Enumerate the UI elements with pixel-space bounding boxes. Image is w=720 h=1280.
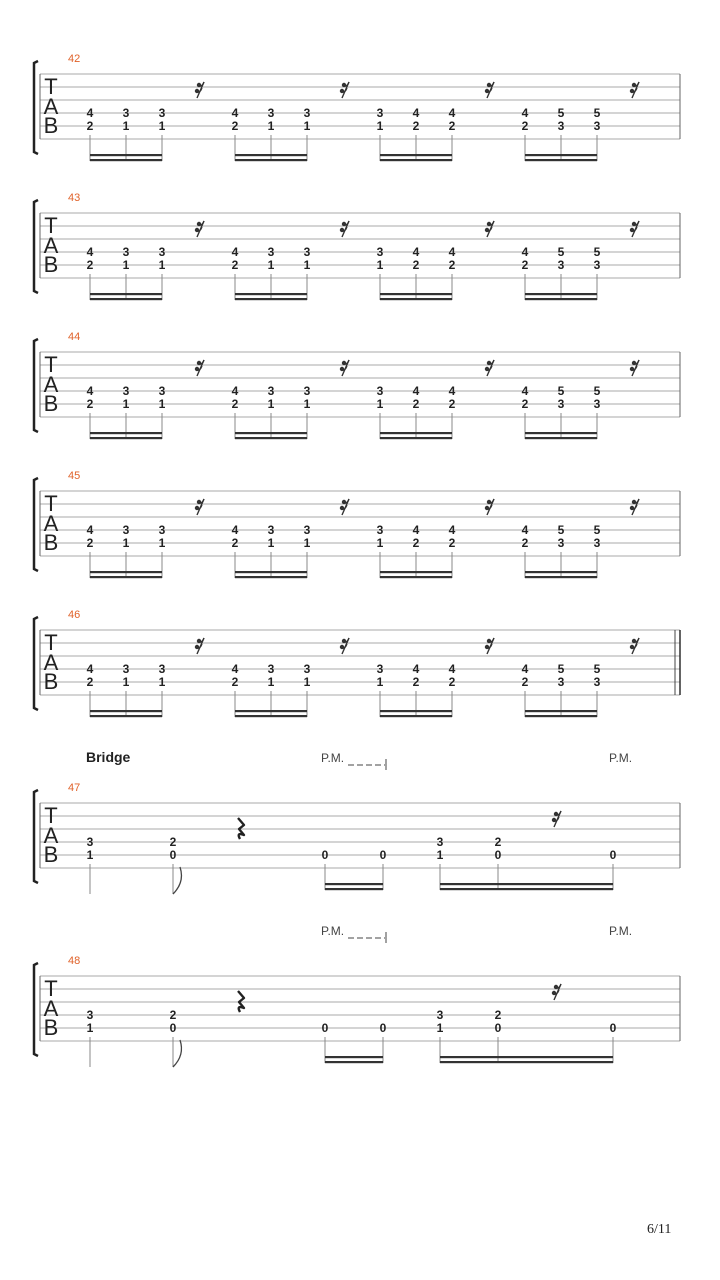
system-48-fret-bottom: 0 xyxy=(321,1021,329,1035)
system-44-fret-bottom: 2 xyxy=(521,397,529,411)
system-45-fret-bottom: 1 xyxy=(158,536,166,550)
system-45-beam-2 xyxy=(235,576,307,578)
system-47-fret-bottom: 1 xyxy=(86,848,94,862)
system-48-bracket xyxy=(34,963,38,1056)
system-43-beam-1 xyxy=(90,293,162,295)
system-46-beam-1 xyxy=(235,710,307,712)
system-47-beam-1 xyxy=(325,883,383,885)
system-44-measure-number: 44 xyxy=(68,331,81,343)
system-46-measure-number: 46 xyxy=(68,609,81,621)
system-45-fret-top: 4 xyxy=(86,523,94,537)
system-46-fret-bottom: 1 xyxy=(122,675,130,689)
system-48-tab-letter-t: T xyxy=(44,976,58,1001)
system-44-beam-2 xyxy=(380,437,452,439)
system-44-fret-bottom: 1 xyxy=(158,397,166,411)
system-48-fret-top: 2 xyxy=(169,1008,177,1022)
system-42-beam-2 xyxy=(525,159,597,161)
system-42-fret-top: 3 xyxy=(267,106,275,120)
system-46-beam-2 xyxy=(525,715,597,717)
system-42-fret-bottom: 1 xyxy=(267,119,275,133)
system-45-fret-bottom: 2 xyxy=(448,536,456,550)
system-47-tab-letter-a: A xyxy=(43,823,59,848)
system-46-fret-top: 5 xyxy=(593,662,601,676)
system-42-fret-top: 4 xyxy=(231,106,239,120)
system-46-beam-2 xyxy=(235,715,307,717)
system-43-fret-top: 5 xyxy=(557,245,565,259)
system-48-fret-bottom: 0 xyxy=(169,1021,177,1035)
system-45-fret-top: 4 xyxy=(231,523,239,537)
system-44-fret-bottom: 2 xyxy=(448,397,456,411)
system-46-bracket xyxy=(34,617,38,710)
system-47-fret-top: 2 xyxy=(169,835,177,849)
system-44-bracket xyxy=(34,339,38,432)
system-42-tab-letter-a: A xyxy=(43,94,59,119)
system-45-beam-1 xyxy=(525,571,597,573)
system-42-fret-bottom: 2 xyxy=(412,119,420,133)
system-44-beam-1 xyxy=(380,432,452,434)
system-42-fret-bottom: 1 xyxy=(376,119,384,133)
system-48-eighth-flag xyxy=(173,1040,181,1067)
system-48-fret-bottom: 0 xyxy=(494,1021,502,1035)
system-42-beam-2 xyxy=(235,159,307,161)
system-47-fret-top: 3 xyxy=(436,835,444,849)
system-48-beam-2 xyxy=(440,1061,613,1063)
system-47-tab-letter-t: T xyxy=(44,803,58,828)
system-44-fret-bottom: 2 xyxy=(412,397,420,411)
system-43-tab-letter-a: A xyxy=(43,233,59,258)
system-44-fret-top: 5 xyxy=(557,384,565,398)
system-42-beam-1 xyxy=(525,154,597,156)
system-45-fret-bottom: 1 xyxy=(376,536,384,550)
system-46-beam-1 xyxy=(90,710,162,712)
system-44-fret-bottom: 1 xyxy=(303,397,311,411)
system-44-fret-top: 5 xyxy=(593,384,601,398)
system-46-fret-top: 4 xyxy=(521,662,529,676)
system-45-tab-letter-b: B xyxy=(43,530,59,555)
system-44-fret-bottom: 3 xyxy=(593,397,601,411)
system-44-tab-letter-t: T xyxy=(44,352,58,377)
system-46-fret-top: 4 xyxy=(231,662,239,676)
system-42-fret-bottom: 2 xyxy=(86,119,94,133)
system-46-fret-top: 4 xyxy=(86,662,94,676)
system-42-fret-bottom: 1 xyxy=(122,119,130,133)
system-43-tab-letter-t: T xyxy=(44,213,58,238)
system-45-fret-top: 4 xyxy=(521,523,529,537)
system-48-tab-letter-b: B xyxy=(43,1015,59,1040)
system-43-beam-2 xyxy=(525,298,597,300)
system-48-beam-2 xyxy=(325,1061,383,1063)
system-43-beam-1 xyxy=(235,293,307,295)
system-43-fret-top: 4 xyxy=(86,245,94,259)
system-45-fret-bottom: 1 xyxy=(267,536,275,550)
system-44-fret-top: 3 xyxy=(158,384,166,398)
system-42-fret-top: 5 xyxy=(593,106,601,120)
system-43-fret-bottom: 1 xyxy=(158,258,166,272)
system-42-fret-top: 4 xyxy=(448,106,456,120)
system-47-fret-top: 2 xyxy=(494,835,502,849)
system-44-fret-bottom: 1 xyxy=(376,397,384,411)
system-45-tab-letter-t: T xyxy=(44,491,58,516)
system-45-beam-2 xyxy=(525,576,597,578)
system-44-fret-bottom: 2 xyxy=(86,397,94,411)
system-42-fret-top: 5 xyxy=(557,106,565,120)
system-46-fret-top: 3 xyxy=(122,662,130,676)
system-42-fret-top: 4 xyxy=(86,106,94,120)
system-47-fret-bottom: 0 xyxy=(169,848,177,862)
system-42-fret-top: 3 xyxy=(376,106,384,120)
system-46-fret-bottom: 1 xyxy=(267,675,275,689)
system-46-fret-top: 3 xyxy=(376,662,384,676)
system-48-fret-top: 3 xyxy=(436,1008,444,1022)
system-42-fret-bottom: 2 xyxy=(448,119,456,133)
system-46-fret-top: 3 xyxy=(267,662,275,676)
system-48-fret-bottom: 1 xyxy=(86,1021,94,1035)
system-48-measure-number: 48 xyxy=(68,955,81,967)
system-47-fret-top: 3 xyxy=(86,835,94,849)
system-43-fret-bottom: 2 xyxy=(448,258,456,272)
system-42-fret-bottom: 3 xyxy=(593,119,601,133)
system-43-fret-bottom: 3 xyxy=(557,258,565,272)
system-44-fret-bottom: 1 xyxy=(122,397,130,411)
system-42-beam-1 xyxy=(235,154,307,156)
system-47-fret-bottom: 0 xyxy=(494,848,502,862)
system-43-fret-top: 4 xyxy=(521,245,529,259)
page-number: 6/11 xyxy=(647,1222,672,1237)
system-43-fret-top: 3 xyxy=(376,245,384,259)
system-42-beam-2 xyxy=(380,159,452,161)
system-43-fret-bottom: 1 xyxy=(303,258,311,272)
system-43-fret-top: 3 xyxy=(267,245,275,259)
system-43-fret-top: 4 xyxy=(448,245,456,259)
system-46-fret-top: 5 xyxy=(557,662,565,676)
system-44-fret-top: 4 xyxy=(521,384,529,398)
system-43-fret-bottom: 1 xyxy=(267,258,275,272)
system-42-fret-top: 4 xyxy=(521,106,529,120)
system-45-beam-1 xyxy=(235,571,307,573)
system-44-fret-top: 3 xyxy=(267,384,275,398)
system-48-fret-top: 3 xyxy=(86,1008,94,1022)
system-45-fret-bottom: 1 xyxy=(303,536,311,550)
system-45-beam-1 xyxy=(380,571,452,573)
system-45-measure-number: 45 xyxy=(68,470,81,482)
system-46-fret-bottom: 2 xyxy=(231,675,239,689)
system-46-fret-top: 4 xyxy=(448,662,456,676)
system-47-fret-bottom: 1 xyxy=(436,848,444,862)
system-46-tab-letter-t: T xyxy=(44,630,58,655)
system-44-fret-top: 4 xyxy=(231,384,239,398)
system-45-bracket xyxy=(34,478,38,571)
system-48-tab-letter-a: A xyxy=(43,996,59,1021)
system-46-fret-bottom: 3 xyxy=(557,675,565,689)
system-46-beam-1 xyxy=(380,710,452,712)
system-47-beam-2 xyxy=(440,888,613,890)
system-43-fret-bottom: 2 xyxy=(521,258,529,272)
system-46-beam-2 xyxy=(90,715,162,717)
system-44-fret-top: 4 xyxy=(86,384,94,398)
system-48-beam-1 xyxy=(440,1056,613,1058)
system-43-fret-top: 3 xyxy=(158,245,166,259)
system-44-fret-top: 4 xyxy=(448,384,456,398)
system-46-fret-bottom: 2 xyxy=(448,675,456,689)
system-42-fret-top: 4 xyxy=(412,106,420,120)
system-46-fret-bottom: 2 xyxy=(412,675,420,689)
system-45-tab-letter-a: A xyxy=(43,511,59,536)
system-42-fret-bottom: 1 xyxy=(303,119,311,133)
system-42-measure-number: 42 xyxy=(68,53,81,65)
system-43-beam-2 xyxy=(235,298,307,300)
system-46-fret-bottom: 3 xyxy=(593,675,601,689)
system-45-fret-top: 4 xyxy=(412,523,420,537)
system-42-fret-bottom: 2 xyxy=(231,119,239,133)
system-44-beam-2 xyxy=(90,437,162,439)
system-46-fret-bottom: 2 xyxy=(521,675,529,689)
system-42-fret-top: 3 xyxy=(303,106,311,120)
system-45-fret-top: 3 xyxy=(122,523,130,537)
system-44-beam-1 xyxy=(90,432,162,434)
system-43-beam-2 xyxy=(90,298,162,300)
system-47-beam-2 xyxy=(325,888,383,890)
system-44-fret-top: 4 xyxy=(412,384,420,398)
system-45-beam-2 xyxy=(90,576,162,578)
system-48-fret-top: 2 xyxy=(494,1008,502,1022)
system-46-fret-top: 4 xyxy=(412,662,420,676)
system-45-fret-top: 3 xyxy=(303,523,311,537)
system-46-tab-letter-a: A xyxy=(43,650,59,675)
system-48-beam-1 xyxy=(325,1056,383,1058)
system-43-fret-top: 5 xyxy=(593,245,601,259)
system-43-beam-1 xyxy=(525,293,597,295)
system-44-tab-letter-b: B xyxy=(43,391,59,416)
system-43-beam-2 xyxy=(380,298,452,300)
system-47-palm-mute-label-1: P.M. xyxy=(321,751,345,765)
system-44-tab-letter-a: A xyxy=(43,372,59,397)
system-44-fret-top: 3 xyxy=(303,384,311,398)
system-44-beam-2 xyxy=(235,437,307,439)
system-48-fret-bottom: 0 xyxy=(609,1021,617,1035)
system-43-fret-top: 3 xyxy=(303,245,311,259)
system-45-beam-1 xyxy=(90,571,162,573)
system-45-fret-top: 3 xyxy=(267,523,275,537)
system-45-fret-top: 3 xyxy=(158,523,166,537)
system-43-fret-top: 4 xyxy=(412,245,420,259)
system-45-fret-bottom: 1 xyxy=(122,536,130,550)
system-46-fret-bottom: 1 xyxy=(376,675,384,689)
system-43-fret-bottom: 1 xyxy=(122,258,130,272)
system-45-fret-bottom: 3 xyxy=(557,536,565,550)
system-45-fret-bottom: 2 xyxy=(86,536,94,550)
system-44-fret-top: 3 xyxy=(122,384,130,398)
system-43-tab-letter-b: B xyxy=(43,252,59,277)
system-46-beam-1 xyxy=(525,710,597,712)
system-46-fret-bottom: 1 xyxy=(158,675,166,689)
system-45-fret-top: 3 xyxy=(376,523,384,537)
system-46-fret-bottom: 1 xyxy=(303,675,311,689)
system-47-section-label: Bridge xyxy=(86,749,131,765)
system-43-beam-1 xyxy=(380,293,452,295)
system-47-palm-mute-label-2: P.M. xyxy=(609,751,633,765)
system-43-fret-bottom: 3 xyxy=(593,258,601,272)
system-46-fret-bottom: 2 xyxy=(86,675,94,689)
system-46-tab-letter-b: B xyxy=(43,669,59,694)
system-42-beam-2 xyxy=(90,159,162,161)
system-42-tab-letter-b: B xyxy=(43,113,59,138)
system-47-fret-bottom: 0 xyxy=(609,848,617,862)
system-47-tab-letter-b: B xyxy=(43,842,59,867)
system-48-fret-bottom: 1 xyxy=(436,1021,444,1035)
system-47-measure-number: 47 xyxy=(68,782,81,794)
system-42-tab-letter-t: T xyxy=(44,74,58,99)
system-42-fret-bottom: 1 xyxy=(158,119,166,133)
system-44-fret-bottom: 1 xyxy=(267,397,275,411)
system-44-beam-2 xyxy=(525,437,597,439)
system-44-beam-1 xyxy=(235,432,307,434)
system-43-fret-top: 4 xyxy=(231,245,239,259)
system-44-fret-bottom: 3 xyxy=(557,397,565,411)
system-45-fret-top: 5 xyxy=(593,523,601,537)
system-43-fret-top: 3 xyxy=(122,245,130,259)
system-45-fret-bottom: 2 xyxy=(412,536,420,550)
system-44-fret-bottom: 2 xyxy=(231,397,239,411)
system-46-fret-top: 3 xyxy=(158,662,166,676)
system-47-fret-bottom: 0 xyxy=(321,848,329,862)
system-43-fret-bottom: 2 xyxy=(231,258,239,272)
system-43-bracket xyxy=(34,200,38,293)
system-42-beam-1 xyxy=(380,154,452,156)
system-46-fret-top: 3 xyxy=(303,662,311,676)
system-42-bracket xyxy=(34,61,38,154)
system-43-measure-number: 43 xyxy=(68,192,81,204)
system-42-fret-top: 3 xyxy=(122,106,130,120)
system-42-fret-top: 3 xyxy=(158,106,166,120)
system-48-fret-bottom: 0 xyxy=(379,1021,387,1035)
system-45-fret-bottom: 2 xyxy=(521,536,529,550)
system-47-beam-1 xyxy=(440,883,613,885)
system-45-fret-top: 4 xyxy=(448,523,456,537)
system-44-beam-1 xyxy=(525,432,597,434)
system-48-palm-mute-label-1: P.M. xyxy=(321,924,345,938)
system-44-fret-top: 3 xyxy=(376,384,384,398)
system-45-fret-top: 5 xyxy=(557,523,565,537)
system-45-fret-bottom: 2 xyxy=(231,536,239,550)
system-47-fret-bottom: 0 xyxy=(379,848,387,862)
system-43-fret-bottom: 2 xyxy=(86,258,94,272)
system-43-fret-bottom: 2 xyxy=(412,258,420,272)
system-42-fret-bottom: 2 xyxy=(521,119,529,133)
system-45-fret-bottom: 3 xyxy=(593,536,601,550)
system-46-beam-2 xyxy=(380,715,452,717)
system-42-beam-1 xyxy=(90,154,162,156)
system-47-eighth-flag xyxy=(173,867,181,894)
system-47-bracket xyxy=(34,790,38,883)
system-42-fret-bottom: 3 xyxy=(557,119,565,133)
system-45-beam-2 xyxy=(380,576,452,578)
system-48-palm-mute-label-2: P.M. xyxy=(609,924,633,938)
system-43-fret-bottom: 1 xyxy=(376,258,384,272)
